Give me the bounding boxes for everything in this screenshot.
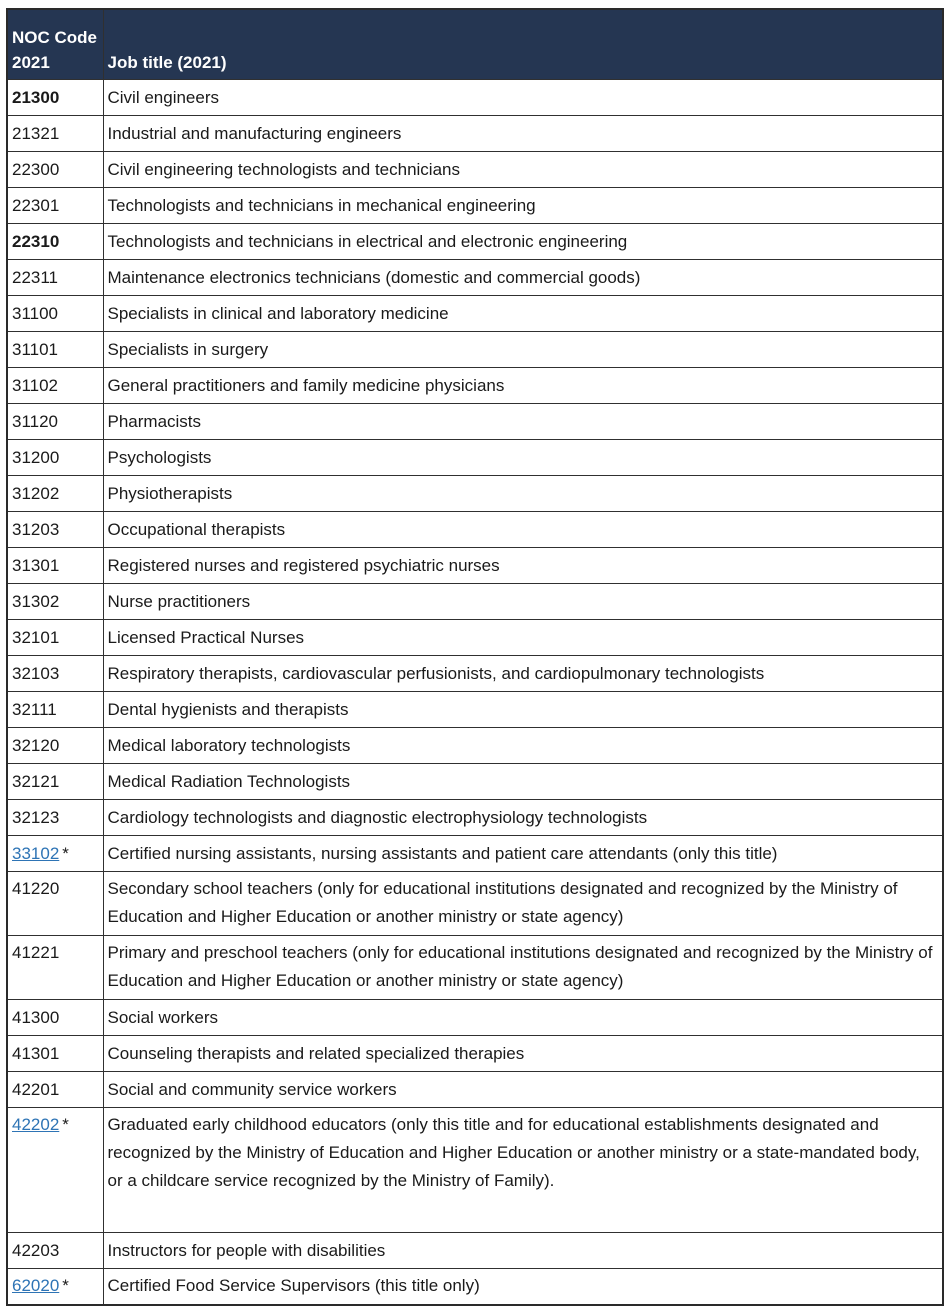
job-title: Specialists in clinical and laboratory medicine [103, 296, 943, 332]
noc-code-cell [7, 836, 103, 872]
noc-code: 31102 [12, 375, 59, 395]
noc-code-cell [7, 1233, 103, 1269]
noc-code: 42201 [12, 1079, 60, 1099]
table-row [7, 224, 943, 260]
job-title: Secondary school teachers (only for educational institutions designated and recognized by the Ministry of Education and Higher Education or another ministry or state agency) [103, 872, 943, 936]
noc-code: 32101 [12, 627, 60, 647]
table-row [7, 188, 943, 224]
job-title: Psychologists [103, 440, 943, 476]
asterisk: * [62, 1115, 69, 1134]
noc-code: 31100 [12, 303, 59, 323]
noc-code-cell [7, 692, 103, 728]
header-job-title: Job title (2021) [103, 9, 943, 80]
table-row [7, 548, 943, 584]
table-row [7, 512, 943, 548]
table-row [7, 584, 943, 620]
noc-code: 31301 [12, 555, 60, 575]
table-row [7, 368, 943, 404]
noc-code-link[interactable]: 33102 [12, 843, 60, 863]
asterisk: * [62, 843, 69, 863]
noc-code-cell [7, 728, 103, 764]
noc-code: 31200 [12, 447, 60, 467]
header-noc-code: NOC Code 2021 [7, 9, 103, 80]
noc-code-cell [7, 188, 103, 224]
noc-code-link[interactable]: 42202 [12, 1115, 60, 1134]
table-row [7, 1108, 943, 1233]
table-row [7, 476, 943, 512]
noc-code: 41300 [12, 1007, 60, 1027]
job-title: Occupational therapists [103, 512, 943, 548]
table-row [7, 620, 943, 656]
job-title: Industrial and manufacturing engineers [103, 116, 943, 152]
asterisk: * [62, 1276, 69, 1296]
table-row [7, 1000, 943, 1036]
table-header-row [7, 9, 943, 80]
table-row [7, 116, 943, 152]
noc-code: 32121 [12, 771, 60, 791]
noc-code-cell [7, 656, 103, 692]
job-title: Medical Radiation Technologists [103, 764, 943, 800]
noc-code-cell [7, 1000, 103, 1036]
job-title: Social workers [103, 1000, 943, 1036]
table-row [7, 764, 943, 800]
job-title: Licensed Practical Nurses [103, 620, 943, 656]
job-title: Graduated early childhood educators (only this title and for educational establishments designated and recognized by the Ministry of Education and Higher Education or another ministry or a state-mandated body, or a childcare service recognized by the Ministry of Family). [103, 1108, 943, 1233]
job-title: Specialists in surgery [103, 332, 943, 368]
noc-code-cell [7, 440, 103, 476]
noc-code-table [6, 8, 944, 1306]
noc-code: 31202 [12, 483, 60, 503]
noc-code-cell [7, 260, 103, 296]
table-row [7, 936, 943, 1000]
noc-code: 32111 [12, 699, 57, 719]
noc-code-cell [7, 1269, 103, 1305]
table-row [7, 1269, 943, 1305]
table-row [7, 440, 943, 476]
job-title: Instructors for people with disabilities [103, 1233, 943, 1269]
table-row [7, 800, 943, 836]
job-title: Registered nurses and registered psychiatric nurses [103, 548, 943, 584]
job-title: Dental hygienists and therapists [103, 692, 943, 728]
job-title: Nurse practitioners [103, 584, 943, 620]
noc-code-cell [7, 800, 103, 836]
noc-code: 31101 [12, 339, 59, 359]
noc-code: 31120 [12, 411, 59, 431]
noc-code-cell [7, 224, 103, 260]
noc-code-cell [7, 116, 103, 152]
noc-code-cell [7, 80, 103, 116]
job-title: Certified nursing assistants, nursing assistants and patient care attendants (only this title) [103, 836, 943, 872]
job-title: Physiotherapists [103, 476, 943, 512]
table-row [7, 404, 943, 440]
noc-code: 22300 [12, 159, 60, 179]
noc-code-cell [7, 584, 103, 620]
noc-code: 32103 [12, 663, 60, 683]
noc-code-cell [7, 296, 103, 332]
noc-code-cell [7, 404, 103, 440]
noc-code-cell [7, 936, 103, 1000]
noc-code-cell [7, 476, 103, 512]
table-row [7, 260, 943, 296]
table-row [7, 728, 943, 764]
noc-code-cell [7, 872, 103, 936]
table-row [7, 1072, 943, 1108]
table-row [7, 1036, 943, 1072]
table-row [7, 872, 943, 936]
job-title: Civil engineers [103, 80, 943, 116]
table-row [7, 836, 943, 872]
noc-code: 22310 [12, 231, 60, 251]
table-row [7, 296, 943, 332]
noc-code-cell [7, 368, 103, 404]
noc-code-cell [7, 332, 103, 368]
noc-code: 41221 [12, 943, 60, 962]
noc-code-cell [7, 620, 103, 656]
noc-code-cell [7, 764, 103, 800]
table-row [7, 80, 943, 116]
noc-code: 42203 [12, 1240, 60, 1260]
noc-code-cell [7, 1072, 103, 1108]
job-title: Primary and preschool teachers (only for educational institutions designated and recognized by the Ministry of Education and Higher Education or another ministry or state agency) [103, 936, 943, 1000]
noc-code-cell [7, 548, 103, 584]
table-row [7, 1233, 943, 1269]
noc-code-cell [7, 1036, 103, 1072]
noc-code-cell [7, 512, 103, 548]
noc-code: 31302 [12, 591, 60, 611]
job-title: General practitioners and family medicine physicians [103, 368, 943, 404]
noc-code: 41220 [12, 879, 60, 898]
table-row [7, 692, 943, 728]
noc-code: 21300 [12, 87, 60, 107]
noc-code: 32120 [12, 735, 60, 755]
job-title: Respiratory therapists, cardiovascular perfusionists, and cardiopulmonary technologists [103, 656, 943, 692]
noc-code-link[interactable]: 62020 [12, 1276, 60, 1296]
noc-code: 41301 [12, 1043, 60, 1063]
table-row [7, 656, 943, 692]
table-row [7, 152, 943, 188]
job-title: Social and community service workers [103, 1072, 943, 1108]
job-title: Cardiology technologists and diagnostic electrophysiology technologists [103, 800, 943, 836]
job-title: Technologists and technicians in electrical and electronic engineering [103, 224, 943, 260]
noc-code: 31203 [12, 519, 60, 539]
noc-code: 32123 [12, 807, 60, 827]
noc-code-cell [7, 152, 103, 188]
table-row [7, 332, 943, 368]
job-title: Technologists and technicians in mechanical engineering [103, 188, 943, 224]
noc-code: 21321 [12, 123, 60, 143]
job-title: Counseling therapists and related specialized therapies [103, 1036, 943, 1072]
job-title: Pharmacists [103, 404, 943, 440]
noc-code: 22301 [12, 195, 60, 215]
job-title: Medical laboratory technologists [103, 728, 943, 764]
job-title: Maintenance electronics technicians (domestic and commercial goods) [103, 260, 943, 296]
job-title: Certified Food Service Supervisors (this title only) [103, 1269, 943, 1305]
job-title: Civil engineering technologists and technicians [103, 152, 943, 188]
noc-code: 22311 [12, 267, 59, 287]
noc-code-cell [7, 1108, 103, 1233]
